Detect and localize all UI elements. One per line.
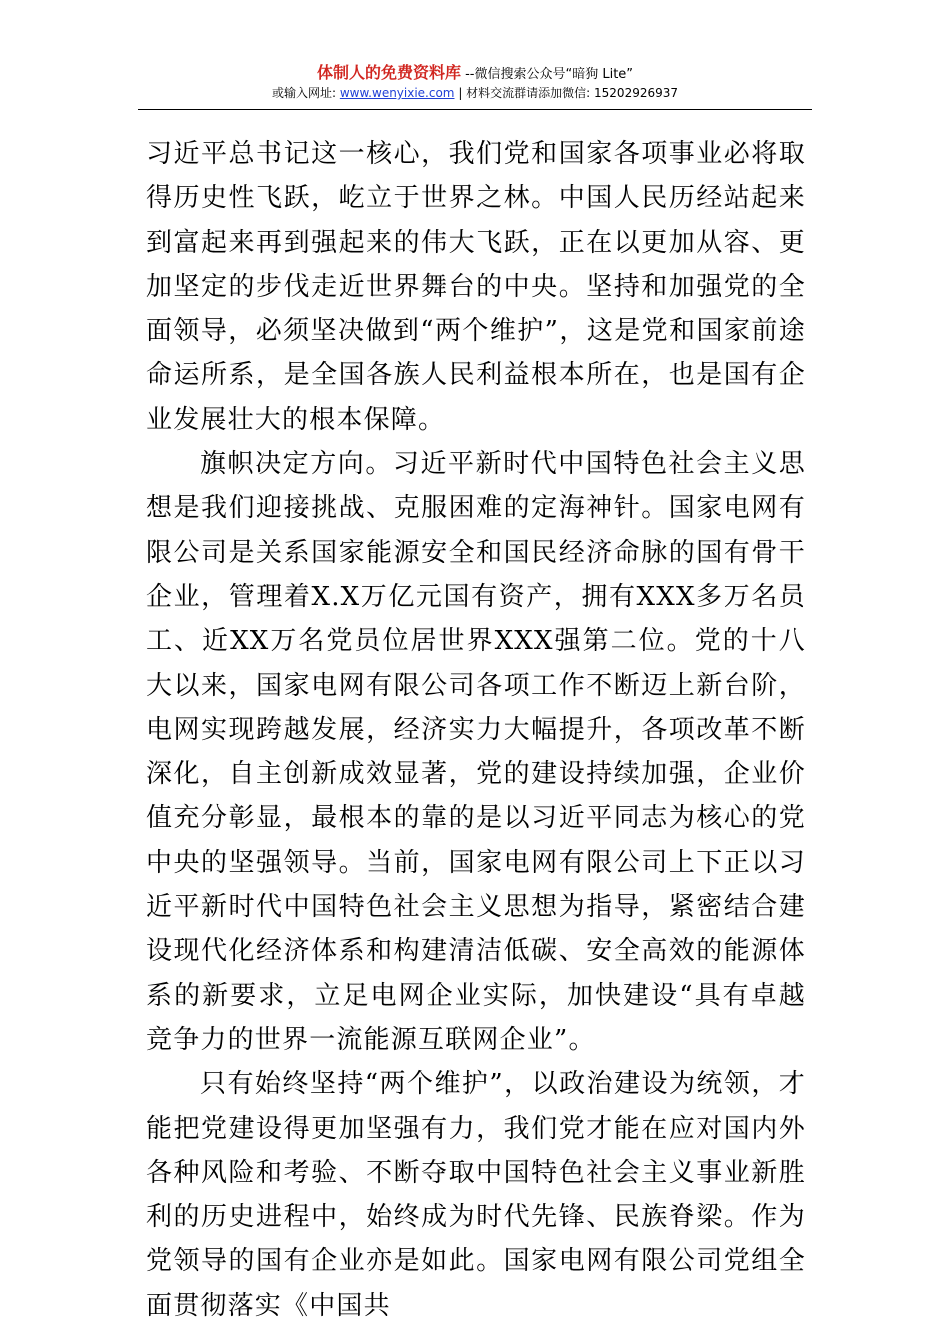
header-brand: 体制人的免费资料库 bbox=[316, 63, 461, 82]
document-body bbox=[146, 132, 806, 1328]
header-wechat-info: | 材料交流群请添加微信: 15202926937 bbox=[454, 86, 679, 100]
paragraph-1: 习近平总书记这一核心，我们党和国家各项事业必将取得历史性飞跃，屹立于世界之林。中国人民历经站起来到富起来再到强起来的伟大飞跃，正在以更加从容、更加坚定的步伐走近世界舞台的中央。坚持和加强党的全面领导，必须坚决做到“两个维护”，这是党和国家前途命运所系，是全国各族人民利益根本所在，也是国有企业发展壮大的根本保障。 bbox=[146, 139, 806, 435]
header-title-line bbox=[0, 62, 950, 86]
header-contact-line bbox=[0, 84, 950, 102]
header-url-link[interactable]: www.wenyixie.com bbox=[339, 86, 455, 100]
header-subtitle: --微信搜索公众号“暗狗 Lite” bbox=[460, 67, 634, 82]
paragraph-2: 旗帜决定方向。习近平新时代中国特色社会主义思想是我们迎接挑战、克服困难的定海神针。国家电网有限公司是关系国家能源安全和国民经济命脉的国有骨干企业，管理着X.X万亿元国有资产，拥有XXX多万名员工、近XX万名党员位居世界XXX强第二位。党的十八大以来，国家电网有限公司各项工作不断迈上新台阶，电网实现跨越发展，经济实力大幅提升，各项改革不断深化，自主创新成效显著，党的建设持续加强，企业价值充分彰显，最根本的靠的是以习近平同志为核心的党中央的坚强领导。当前，国家电网有限公司上下正以习近平新时代中国特色社会主义思想为指导，紧密结合建设现代化经济体系和构建清洁低碳、安全高效的能源体系的新要求，立足电网企业实际，加快建设“具有卓越竞争力的世界一流能源互联网企业”。 bbox=[146, 449, 806, 1055]
paragraph-3: 只有始终坚持“两个维护”，以政治建设为统领，才能把党建设得更加坚强有力，我们党才能在应对国内外各种风险和考验、不断夺取中国特色社会主义事业新胜利的历史进程中，始终成为时代先锋、民族脊梁。作为党领导的国有企业亦是如此。国家电网有限公司党组全面贯彻落实《中国共 bbox=[146, 1069, 806, 1321]
header-divider bbox=[138, 109, 812, 110]
header-url-prefix: 或输入网址: bbox=[271, 86, 340, 100]
